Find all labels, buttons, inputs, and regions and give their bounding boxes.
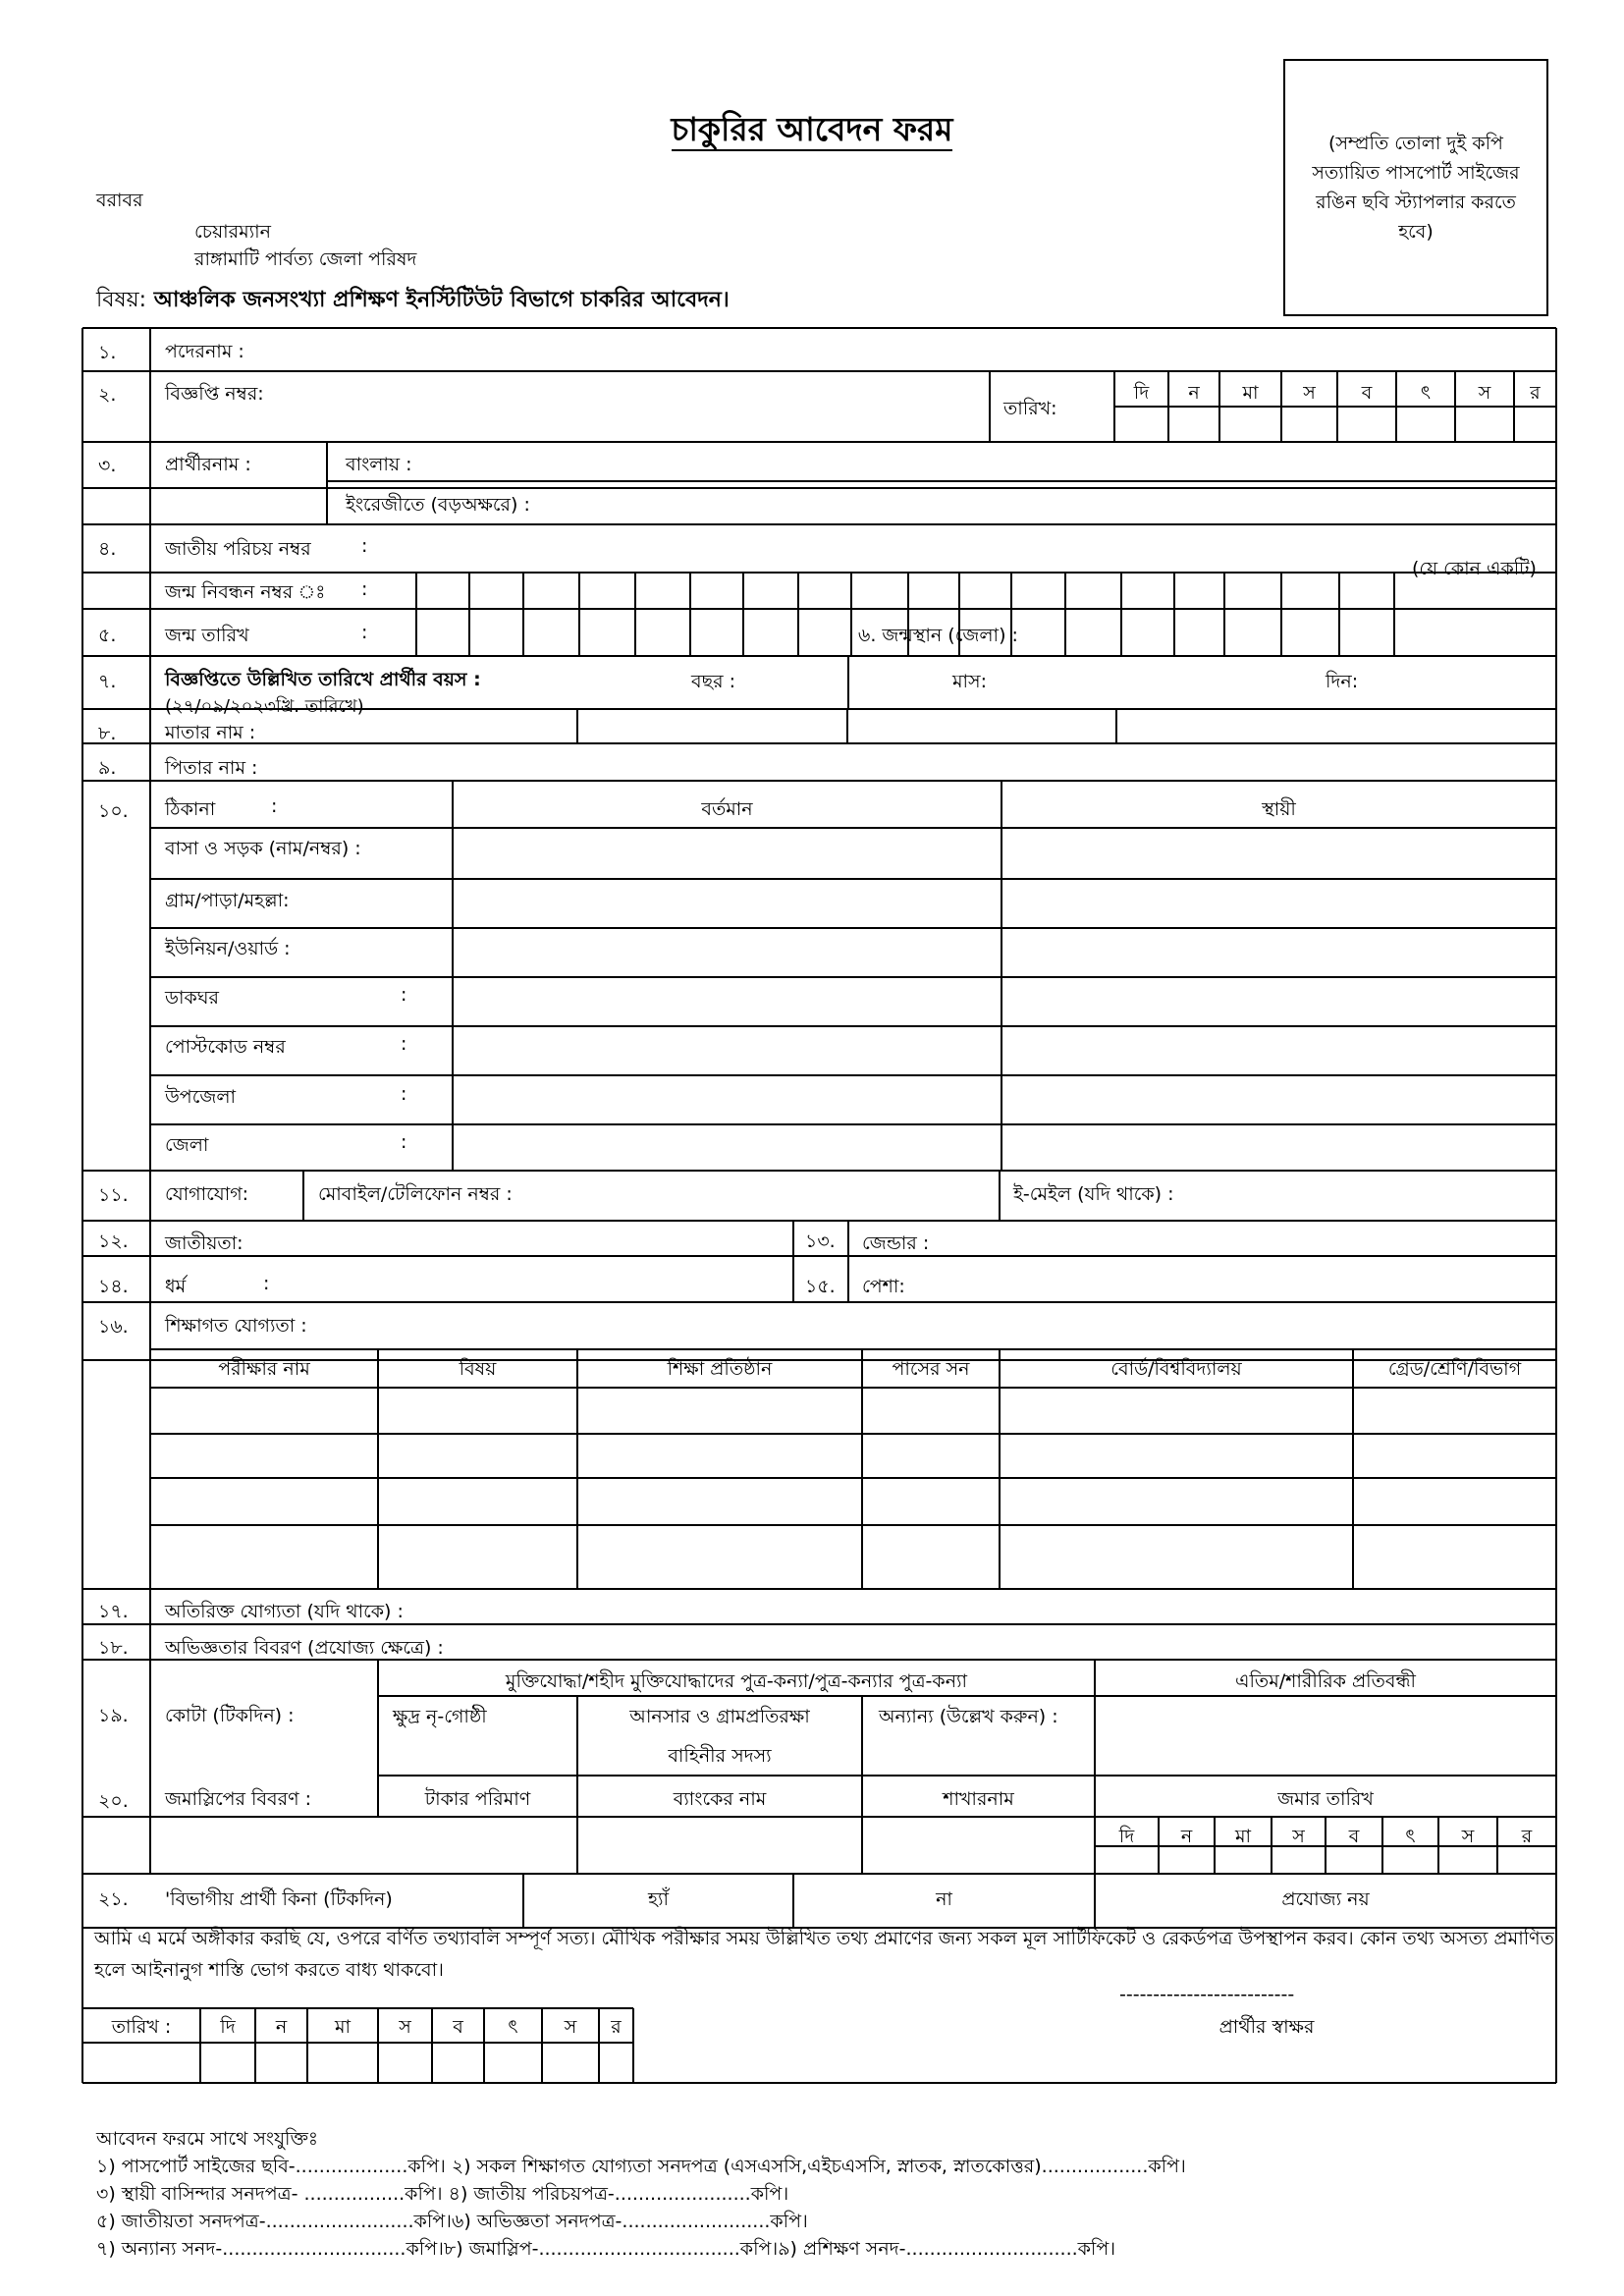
- birth-reg-digit-input[interactable]: [1011, 611, 1065, 654]
- row-number: ৪.: [98, 538, 117, 560]
- photo-box[interactable]: [1283, 59, 1548, 316]
- bangla-name-label: বাংলায় :: [346, 454, 412, 475]
- date-cell-letter: স: [1478, 382, 1491, 404]
- quota-ansar[interactable]: আনসার ও গ্রামপ্রতিরক্ষা: [629, 1706, 810, 1727]
- sign-date-letter: মা: [334, 2016, 352, 2038]
- permanent-address-input[interactable]: [1003, 830, 1556, 877]
- birth-reg-digit-input[interactable]: [1065, 611, 1121, 654]
- date-cell-letter: দি: [1133, 382, 1150, 404]
- quota-other[interactable]: অন্যান্য (উল্লেখ করুন) :: [879, 1706, 1058, 1727]
- present-address-input[interactable]: [455, 1126, 1000, 1169]
- row-number: ১৬.: [98, 1316, 129, 1338]
- father-name-input[interactable]: [295, 745, 1556, 779]
- birth-reg-digit-input[interactable]: [690, 611, 743, 654]
- birth-reg-digit-input[interactable]: [635, 611, 690, 654]
- rule-line: [150, 1074, 1556, 1076]
- birth-reg-digit-input[interactable]: [579, 611, 635, 654]
- deposit-date-letter: স: [1461, 1826, 1475, 1847]
- rule-line: [149, 328, 151, 1874]
- deposit-date-letter: ন: [1180, 1826, 1193, 1847]
- nid-digit-input[interactable]: [959, 574, 1011, 607]
- nid-digit-input[interactable]: [1339, 574, 1394, 607]
- rule-line: [150, 878, 1556, 880]
- present-address-input[interactable]: [455, 930, 1000, 975]
- nid-digit-input[interactable]: [743, 574, 798, 607]
- addressee-to: বরাবর: [96, 190, 143, 211]
- mobile-input[interactable]: [550, 1173, 998, 1219]
- present-address-input[interactable]: [455, 881, 1000, 926]
- nationality-label: জাতীয়তা:: [165, 1232, 244, 1254]
- sign-date-digit-input[interactable]: [255, 2045, 307, 2081]
- branch-name-input[interactable]: [864, 1819, 1093, 1872]
- bank-name-input[interactable]: [579, 1819, 860, 1872]
- month-label: মাস:: [952, 671, 988, 692]
- subject-text: আঞ্চলিক জনসংখ্যা প্রশিক্ষণ ইনস্টিটিউট বিভাগে চাকরির আবেদন।: [153, 288, 730, 312]
- permanent-address-input[interactable]: [1003, 930, 1556, 975]
- rule-line: [847, 656, 849, 709]
- permanent-address-input[interactable]: [1003, 881, 1556, 926]
- permanent-address-input[interactable]: [1003, 1126, 1556, 1169]
- age-date-label: (২৭/০৯/২০২৩খ্রি. তারিখে): [165, 696, 364, 717]
- deposit-date-letter: দি: [1118, 1826, 1135, 1847]
- date-cell-letter: ন: [1188, 382, 1200, 404]
- rule-line: [150, 1025, 1556, 1027]
- gender-input[interactable]: [962, 1223, 1556, 1254]
- row-number: ১৩.: [805, 1230, 836, 1252]
- religion-label: ধর্ম: [165, 1276, 187, 1297]
- deposit-bank-header: ব্যাংকের নাম: [673, 1788, 767, 1810]
- rule-line: [82, 327, 1556, 329]
- post-input[interactable]: [295, 330, 1556, 369]
- subject-label: বিষয়:: [96, 288, 147, 312]
- education-header: শিক্ষা প্রতিষ্ঠান: [667, 1358, 773, 1380]
- birth-reg-digit-input[interactable]: [1339, 611, 1394, 654]
- photo-note: (সম্প্রতি তোলা দুই কপি সত্যায়িত পাসপোর্ট সাইজের রঙিন ছবি স্ট্যাপলার করতে হবে): [1312, 133, 1520, 243]
- sign-date-digit-input[interactable]: [378, 2045, 432, 2081]
- colon: :: [271, 795, 278, 817]
- date-digit-input[interactable]: [1337, 409, 1396, 440]
- departmental-yes[interactable]: হ্যাঁ: [647, 1888, 669, 1910]
- row-number: ৩.: [98, 455, 117, 476]
- row-number: ৯.: [98, 757, 117, 779]
- date-label: তারিখ:: [1003, 398, 1057, 419]
- date-digit-input[interactable]: [1514, 409, 1556, 440]
- departmental-label: 'বিভাগীয় প্রার্থী কিনা (টিকদিন): [165, 1888, 393, 1910]
- row-number: ৫.: [98, 625, 117, 646]
- rule-line: [150, 1387, 1556, 1389]
- rule-line: [150, 976, 1556, 978]
- rule-line: [327, 480, 1556, 482]
- birthplace-label: ৬. জন্মস্থান (জেলা) :: [858, 625, 1018, 646]
- rule-line: [326, 442, 328, 524]
- education-header: বিষয়: [459, 1358, 497, 1380]
- quota-freedom-fighter[interactable]: মুক্তিযোদ্ধা/শহীদ মুক্তিযোদ্ধাদের পুত্র-কন্যা/পুত্র-কন্যার পুত্র-কন্যা: [505, 1670, 968, 1692]
- father-label: পিতার নাম :: [165, 757, 258, 779]
- address-field-label: বাসা ও সড়ক (নাম/নম্বর) :: [165, 838, 361, 859]
- nationality-input[interactable]: [255, 1223, 791, 1254]
- sign-date-digit-input[interactable]: [599, 2045, 633, 2081]
- deposit-date-letter: স: [1292, 1826, 1305, 1847]
- rule-line: [378, 1775, 1556, 1777]
- deposit-amount-header: টাকার পরিমাণ: [424, 1788, 531, 1810]
- address-field-label: পোস্টকোড নম্বর: [165, 1036, 286, 1058]
- row-number: ৮.: [98, 723, 117, 744]
- nid-digit-input[interactable]: [1224, 574, 1281, 607]
- deposit-label: জমাস্লিপের বিবরণ :: [165, 1788, 312, 1810]
- nid-digit-input[interactable]: [579, 574, 635, 607]
- address-field-label: গ্রাম/পাড়া/মহল্লা:: [165, 890, 290, 911]
- year-label: বছর :: [691, 671, 735, 692]
- attachment-line: ৫) জাতীয়তা সনদপত্র-.........................কপি।৬) অভিজ্ঞতা সনদপত্র-.........................কপি।: [96, 2211, 808, 2232]
- nid-digit-input[interactable]: [1011, 574, 1065, 607]
- departmental-no[interactable]: না: [936, 1888, 952, 1910]
- profession-input[interactable]: [923, 1258, 1556, 1300]
- email-input[interactable]: [1257, 1173, 1556, 1219]
- rule-line: [150, 1123, 1556, 1125]
- rule-line: [81, 328, 83, 2083]
- sign-date-digit-input[interactable]: [484, 2045, 542, 2081]
- row-number: ২০.: [98, 1790, 129, 1812]
- extra-qual-input[interactable]: [452, 1591, 1556, 1622]
- date-cell-letter: র: [1530, 382, 1541, 404]
- colon: :: [361, 578, 368, 600]
- gender-label: জেন্ডার :: [862, 1232, 930, 1254]
- row-number: ২১.: [98, 1888, 129, 1910]
- address-field-label: জেলা: [165, 1134, 209, 1156]
- applicant-name-label: প্রার্থীরনাম :: [165, 454, 251, 475]
- date-digit-input[interactable]: [1219, 409, 1281, 440]
- nid-digit-input[interactable]: [523, 574, 579, 607]
- nid-digit-input[interactable]: [1281, 574, 1339, 607]
- rule-line: [82, 441, 1556, 443]
- education-header: বোর্ড/বিশ্ববিদ্যালয়: [1110, 1358, 1242, 1380]
- address-field-label: ডাকঘর: [165, 987, 219, 1009]
- row-number: ১৮.: [98, 1637, 129, 1659]
- present-address-input[interactable]: [455, 1028, 1000, 1073]
- day-label: দিন:: [1326, 671, 1359, 692]
- row-number: ১৫.: [805, 1276, 836, 1297]
- english-name-input[interactable]: [589, 483, 1556, 522]
- education-header: পাসের সন: [892, 1358, 970, 1380]
- row-number: ৭.: [98, 671, 117, 692]
- sign-date-digit-input[interactable]: [200, 2045, 255, 2081]
- colon: :: [361, 622, 368, 643]
- attachment-line: ৭) অন্যান্য সনদ-...............................কপি।৮) জমাস্লিপ-..................................কপি।৯) প্রশিক্ষণ সনদ-.............................কপি।: [96, 2238, 1116, 2260]
- experience-label: অভিজ্ঞতার বিবরণ (প্রযোজ্য ক্ষেত্রে) :: [165, 1637, 444, 1659]
- rule-line: [82, 1588, 1556, 1590]
- profession-label: পেশা:: [862, 1276, 905, 1297]
- english-name-label: ইংরেজীতে (বড়অক্ষরে) :: [346, 494, 530, 516]
- quota-ethnic[interactable]: ক্ষুদ্র নৃ-গোষ্ঠী: [393, 1706, 487, 1727]
- nid-digit-input[interactable]: [798, 574, 851, 607]
- rule-line: [150, 1348, 1556, 1350]
- quota-label: কোটা (টিকদিন) :: [165, 1705, 295, 1726]
- deposit-date-header: জমার তারিখ: [1277, 1788, 1374, 1810]
- rule-line: [82, 370, 1556, 372]
- deposit-date-letter: র: [1521, 1826, 1533, 1847]
- deposit-date-letter: ৎ: [1405, 1826, 1416, 1847]
- form-title: চাকুরির আবেদন ফরম: [0, 104, 1624, 159]
- colon: :: [401, 1131, 407, 1153]
- mother-label: মাতার নাম :: [165, 722, 256, 743]
- nid-digit-input[interactable]: [1065, 574, 1121, 607]
- religion-input[interactable]: [275, 1258, 791, 1300]
- nid-digit-input[interactable]: [851, 574, 908, 607]
- row-number: ১১.: [98, 1184, 129, 1206]
- date-cell-letter: ব: [1361, 382, 1373, 404]
- birth-reg-label: জন্ম নিবন্ধন নম্বর ঃ: [165, 581, 326, 603]
- row-number: ১৯.: [98, 1705, 129, 1726]
- deposit-amount-input[interactable]: [380, 1819, 575, 1872]
- nid-digit-input[interactable]: [908, 574, 959, 607]
- quota-ansar: বাহিনীর সদস্য: [668, 1745, 772, 1767]
- date-digit-input[interactable]: [1281, 409, 1337, 440]
- rule-line: [82, 523, 1556, 525]
- permanent-address-input[interactable]: [1003, 979, 1556, 1024]
- sign-date-letter: দি: [220, 2016, 236, 2038]
- birth-reg-digit-input[interactable]: [798, 611, 851, 654]
- rule-line: [150, 1524, 1556, 1526]
- rule-line: [82, 2007, 633, 2009]
- nid-digit-input[interactable]: [635, 574, 690, 607]
- rule-line: [150, 608, 1394, 610]
- contact-label: যোগাযোগ:: [165, 1183, 249, 1205]
- signature-label: প্রার্থীর স্বাক্ষর: [1218, 2016, 1315, 2038]
- date-cell-letter: স: [1303, 382, 1316, 404]
- rule-line: [150, 1433, 1556, 1435]
- attachment-line: ১) পাসপোর্ট সাইজের ছবি-...................কপি। ২) সকল শিক্ষাগত যোগ্যতা সনদপত্র (এসএসসি,এইচএসসি, স্নাতক, স্নাতকোত্তর)..................কপি।: [96, 2156, 1186, 2177]
- subject: [96, 283, 730, 319]
- education-header: পরীক্ষার নাম: [218, 1358, 310, 1380]
- birth-reg-digit-input[interactable]: [523, 611, 579, 654]
- permanent-header: স্থায়ী: [1262, 798, 1296, 820]
- sign-date-digit-input[interactable]: [307, 2045, 378, 2081]
- rule-line: [82, 1873, 1556, 1875]
- address-field-label: ইউনিয়ন/ওয়ার্ড :: [165, 938, 291, 959]
- addressee-line2: রাঙ্গামাটি পার্বত্য জেলা পরিষদ: [194, 248, 417, 270]
- present-address-input[interactable]: [455, 979, 1000, 1024]
- row-number: ২.: [98, 384, 117, 406]
- address-label: ঠিকানা: [165, 798, 216, 820]
- row-number: ১০.: [98, 800, 129, 822]
- present-address-input[interactable]: [455, 830, 1000, 877]
- date-digit-input[interactable]: [1396, 409, 1455, 440]
- rule-line: [999, 1171, 1001, 1221]
- colon: :: [401, 984, 407, 1006]
- birth-reg-digit-input[interactable]: [1121, 611, 1174, 654]
- rule-line: [150, 927, 1556, 929]
- permanent-address-input[interactable]: [1003, 1077, 1556, 1122]
- deposit-branch-header: শাখারনাম: [943, 1788, 1014, 1810]
- declaration-text: আমি এ মর্মে অঙ্গীকার করছি যে, ওপরে বর্ণিত তথ্যাবলি সম্পূর্ণ সত্য। মৌখিক পরীক্ষার সময় উল্লিখিত তথ্য প্রমাণের জন্য সকল মূল সার্টিফিকেট ও রেকর্ডপত্র উপস্থাপন করব। কোন তথ্য অসত্য প্রমাণিত হলে আইনানুগ শাস্তি ভোগ করতে বাধ্য থাকবো।: [94, 1928, 1554, 1981]
- any-one-note: (যে কোন একটি): [1412, 558, 1537, 579]
- colon: :: [401, 1083, 407, 1105]
- permanent-address-input[interactable]: [1003, 1028, 1556, 1073]
- rule-line: [150, 1255, 1556, 1257]
- birth-reg-digit-input[interactable]: [416, 611, 469, 654]
- education-header: গ্রেড/শ্রেণি/বিভাগ: [1387, 1358, 1522, 1380]
- nid-digit-input[interactable]: [1174, 574, 1224, 607]
- deposit-date-letter: ব: [1348, 1826, 1360, 1847]
- mother-name-input[interactable]: [295, 711, 1556, 741]
- sign-date-letter: র: [611, 2016, 622, 2038]
- nid-digit-input[interactable]: [1121, 574, 1174, 607]
- present-header: বর্তমান: [701, 798, 753, 820]
- date-digit-input[interactable]: [1114, 409, 1168, 440]
- rule-line: [82, 572, 1556, 574]
- sign-date-label: তারিখ :: [111, 2016, 172, 2038]
- sign-date-letter: স: [399, 2016, 411, 2038]
- rule-line: [302, 1171, 304, 1221]
- row-number: ১৭.: [98, 1601, 129, 1622]
- date-cell-letter: মা: [1242, 382, 1259, 404]
- age-label: বিজ্ঞপ্তিতে উল্লিখিত তারিখে প্রার্থীর বয়স :: [165, 669, 481, 690]
- rule-line: [150, 1477, 1556, 1479]
- colon: :: [263, 1273, 270, 1294]
- post-label: পদেরনাম :: [165, 341, 244, 362]
- bangla-name-input[interactable]: [471, 444, 1556, 479]
- circular-label: বিজ্ঞপ্তি নম্বর:: [165, 383, 264, 405]
- colon: :: [401, 1033, 407, 1055]
- sign-date-letter: ৎ: [508, 2016, 518, 2038]
- addressee-line1: চেয়ারম্যান: [194, 221, 272, 243]
- birth-reg-digit-input[interactable]: [469, 611, 523, 654]
- attachment-line: ৩) স্থায়ী বাসিন্দার সনদপত্র- .................কপি। ৪) জাতীয় পরিচয়পত্র-.......................কপি।: [96, 2183, 789, 2205]
- nid-digit-input[interactable]: [469, 574, 523, 607]
- sign-date-digit-input[interactable]: [542, 2045, 599, 2081]
- extra-qual-label: অতিরিক্ত যোগ্যতা (যদি থাকে) :: [165, 1601, 404, 1622]
- birth-reg-digit-input[interactable]: [743, 611, 798, 654]
- rule-line: [847, 1221, 849, 1302]
- rule-line: [792, 1221, 794, 1302]
- sign-date-letter: ব: [453, 2016, 463, 2038]
- mobile-label: মোবাইল/টেলিফোন নম্বর :: [318, 1183, 513, 1205]
- experience-input[interactable]: [491, 1626, 1556, 1658]
- dob-label: জন্ম তারিখ: [165, 625, 249, 646]
- nid-digit-input[interactable]: [690, 574, 743, 607]
- signature-dashes: --------------------------: [1119, 1984, 1295, 2005]
- email-label: ই-মেইল (যদি থাকে) :: [1013, 1183, 1174, 1205]
- date-cell-letter: ৎ: [1420, 382, 1432, 404]
- date-digit-input[interactable]: [1455, 409, 1514, 440]
- sign-date-letter: ন: [275, 2016, 288, 2038]
- row-number: ১.: [98, 342, 117, 363]
- birth-reg-digit-input[interactable]: [1281, 611, 1339, 654]
- rule-line: [82, 655, 1556, 657]
- nid-digit-input[interactable]: [416, 574, 469, 607]
- rule-line: [82, 742, 1556, 744]
- birth-reg-digit-input[interactable]: [1224, 611, 1281, 654]
- rule-line: [150, 827, 1556, 829]
- date-digit-input[interactable]: [1168, 409, 1219, 440]
- quota-orphan[interactable]: এতিম/শারীরিক প্রতিবন্ধী: [1235, 1670, 1416, 1692]
- rule-line: [82, 2082, 1556, 2084]
- row-number: ১৪.: [98, 1276, 129, 1297]
- nid-label: জাতীয় পরিচয় নম্বর: [165, 538, 311, 560]
- birth-reg-digit-input[interactable]: [1174, 611, 1224, 654]
- education-label: শিক্ষাগত যোগ্যতা :: [165, 1315, 307, 1337]
- sign-date-digit-input[interactable]: [432, 2045, 484, 2081]
- row-number: ১২.: [98, 1230, 129, 1252]
- departmental-na[interactable]: প্রযোজ্য নয়: [1281, 1888, 1370, 1910]
- present-address-input[interactable]: [455, 1077, 1000, 1122]
- rule-line: [989, 371, 991, 442]
- address-field-label: উপজেলা: [165, 1086, 236, 1108]
- attachments-title: আবেদন ফরমে সাথে সংযুক্তিঃ: [96, 2128, 319, 2150]
- deposit-date-letter: মা: [1234, 1826, 1252, 1847]
- rule-line: [82, 780, 1556, 782]
- colon: :: [361, 535, 368, 557]
- sign-date-letter: স: [564, 2016, 577, 2038]
